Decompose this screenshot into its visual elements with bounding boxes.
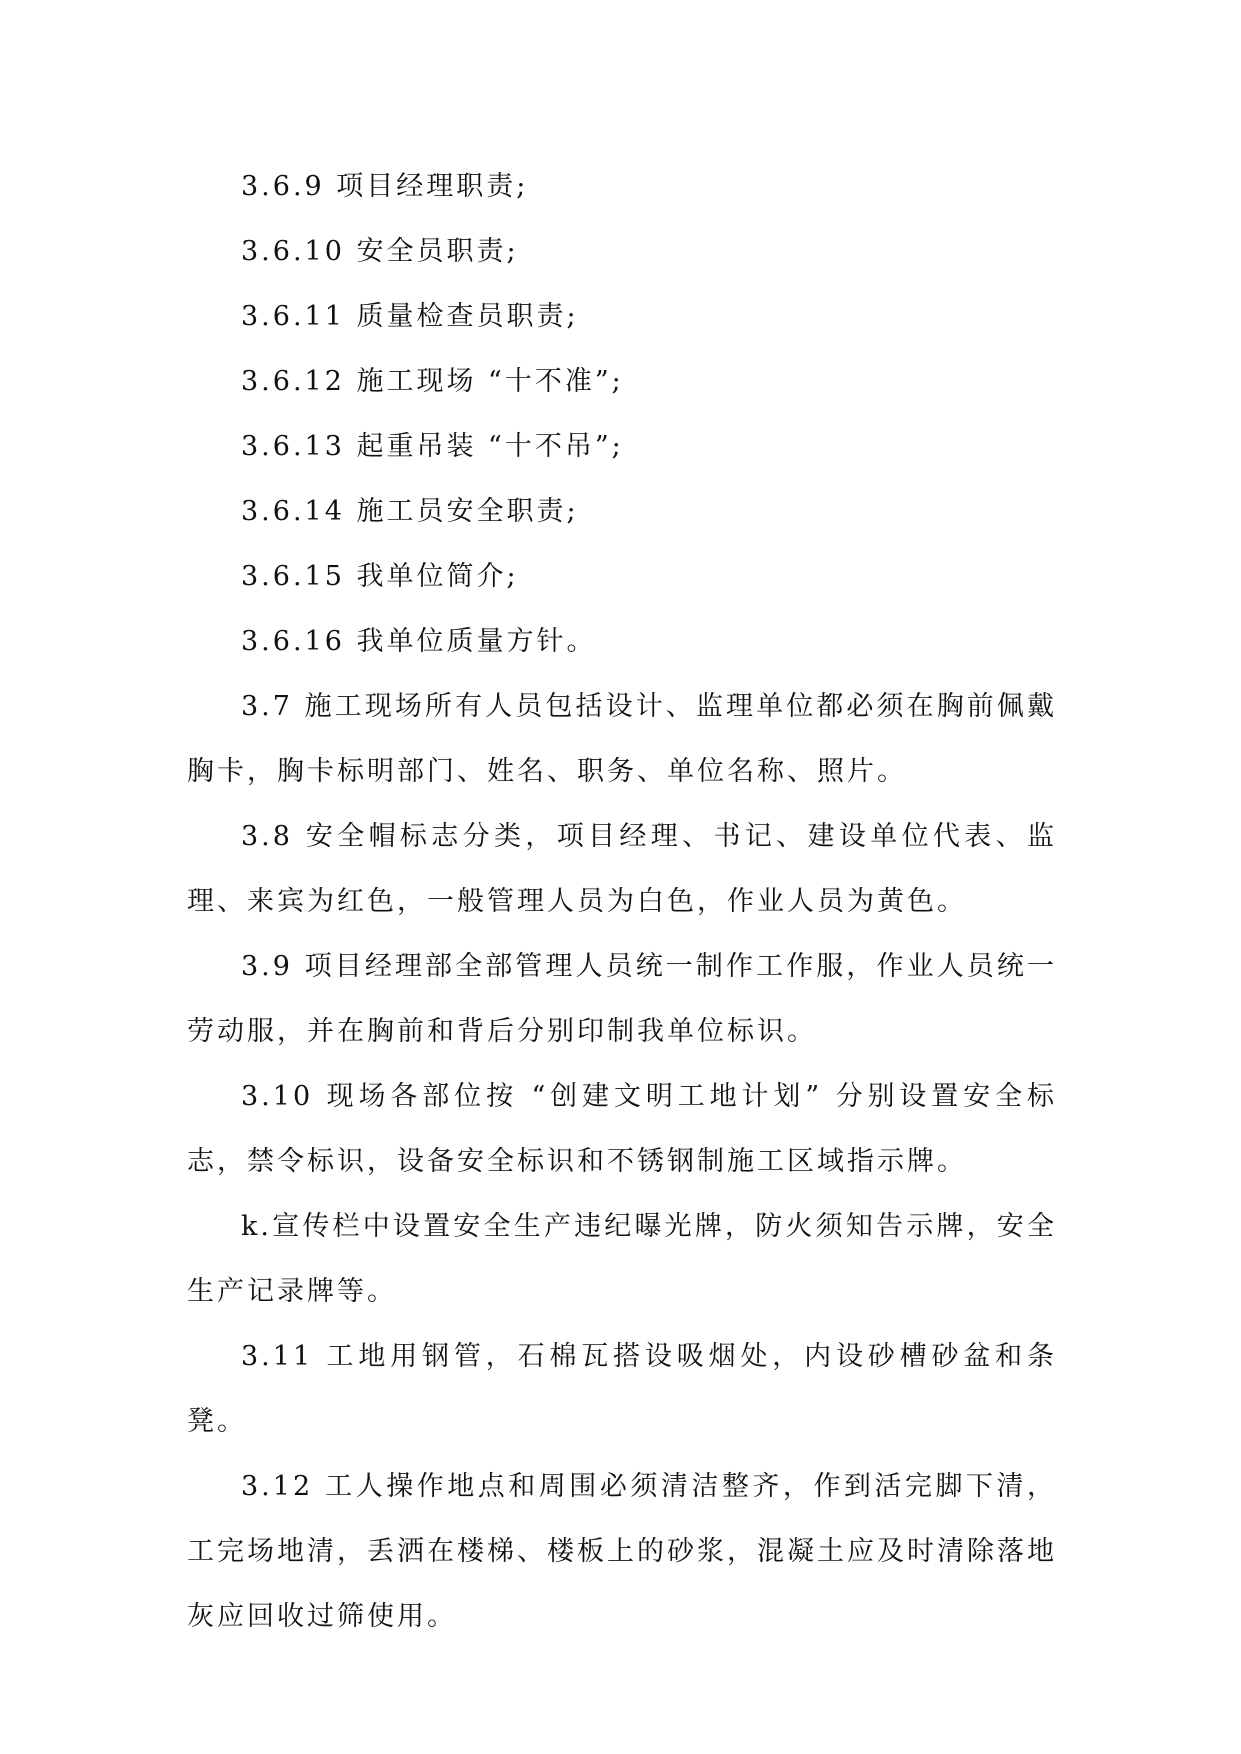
paragraph-3-6-10: 3.6.10 安全员职责;: [241, 236, 519, 267]
paragraph-3-6-14: 3.6.14 施工员安全职责;: [241, 496, 579, 527]
paragraph-3-6-9: 3.6.9 项目经理职责;: [241, 171, 529, 202]
document-body: [187, 154, 1057, 1649]
paragraph-3-6-16: 3.6.16 我单位质量方针。: [241, 626, 597, 657]
paragraph-3-6-13: 3.6.13 起重吊装 “十不吊”;: [241, 431, 624, 462]
paragraph-3-10: 3.10 现场各部位按 “创建文明工地计划” 分别设置安全标志，禁令标识，设备安全标识和不锈钢制施工区域指示牌。: [187, 1081, 1057, 1177]
paragraph-3-8: 3.8 安全帽标志分类，项目经理、书记、建设单位代表、监理、来宾为红色，一般管理人员为白色，作业人员为黄色。: [187, 821, 1057, 917]
paragraph-k: k.宣传栏中设置安全生产违纪曝光牌，防火须知告示牌，安全生产记录牌等。: [187, 1211, 1057, 1307]
paragraph-3-6-12: 3.6.12 施工现场 “十不准”;: [241, 366, 624, 397]
paragraph-3-6-11: 3.6.11 质量检查员职责;: [241, 301, 579, 332]
paragraph-3-6-15: 3.6.15 我单位简介;: [241, 561, 519, 592]
paragraph-3-12: 3.12 工人操作地点和周围必须清洁整齐，作到活完脚下清，工完场地清，丢洒在楼梯、楼板上的砂浆，混凝土应及时清除落地灰应回收过筛使用。: [187, 1471, 1057, 1632]
paragraph-3-7: 3.7 施工现场所有人员包括设计、监理单位都必须在胸前佩戴胸卡，胸卡标明部门、姓名、职务、单位名称、照片。: [187, 691, 1057, 787]
paragraph-3-11: 3.11 工地用钢管，石棉瓦搭设吸烟处，内设砂槽砂盆和条凳。: [187, 1341, 1057, 1437]
paragraph-3-9: 3.9 项目经理部全部管理人员统一制作工作服，作业人员统一劳动服，并在胸前和背后分别印制我单位标识。: [187, 951, 1057, 1047]
